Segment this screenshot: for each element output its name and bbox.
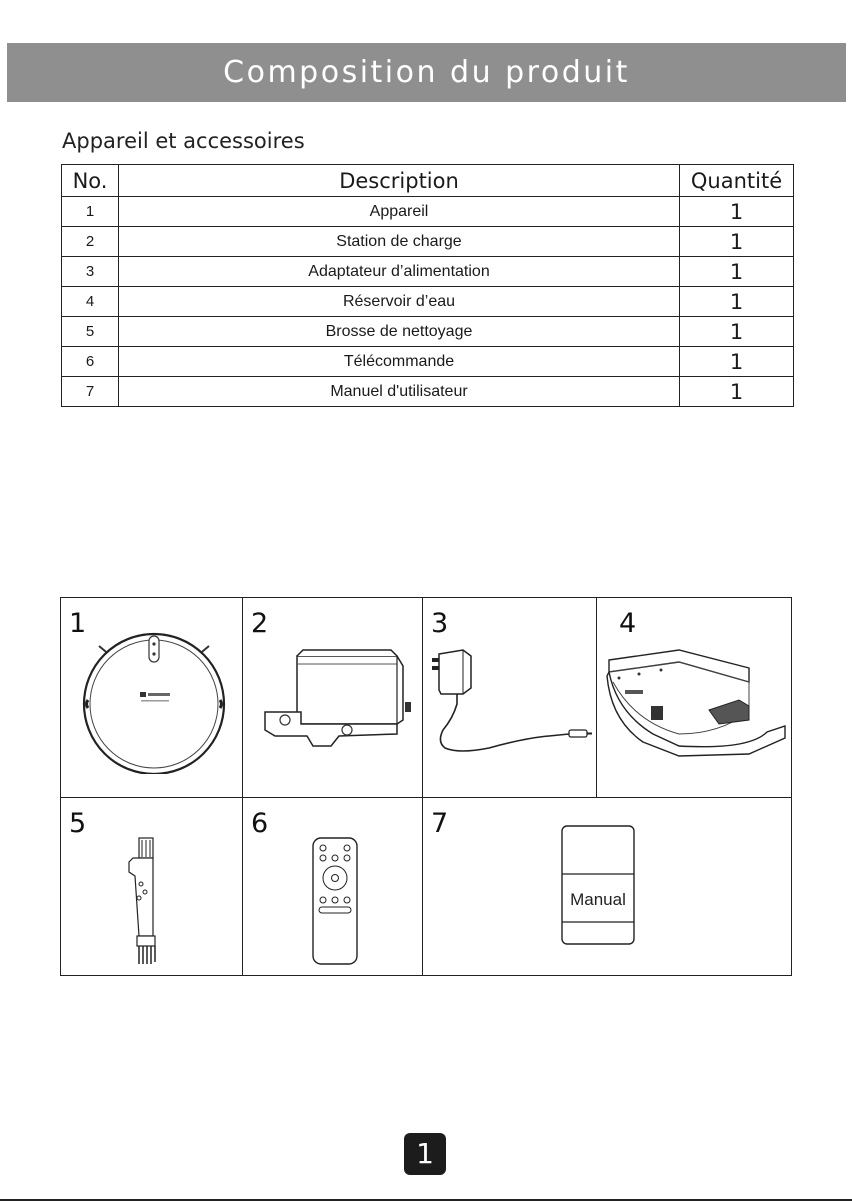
- row-number: 4: [62, 287, 119, 317]
- row-quantity: 1: [680, 257, 794, 287]
- row-number: 2: [62, 227, 119, 257]
- table-row: [62, 197, 794, 227]
- table-row: [62, 227, 794, 257]
- row-quantity: 1: [680, 347, 794, 377]
- page-number: 1: [416, 1137, 434, 1170]
- item-number: 5: [69, 808, 87, 839]
- remote-control-icon: [307, 836, 363, 966]
- item-number: 7: [431, 808, 449, 839]
- section-title: Appareil et accessoires: [62, 129, 305, 153]
- row-description: Adaptateur d’alimentation: [119, 257, 680, 287]
- cleaning-brush-icon: [121, 836, 171, 968]
- item-number: 4: [619, 608, 637, 639]
- table-row: [62, 257, 794, 287]
- manual-label: Manual: [570, 890, 626, 909]
- row-description: Appareil: [119, 197, 680, 227]
- row-quantity: 1: [680, 197, 794, 227]
- row-number: 3: [62, 257, 119, 287]
- column-header-description: Description: [119, 165, 680, 197]
- illustration-cell-6: [243, 798, 422, 975]
- water-tank-icon: [599, 642, 789, 762]
- components-table: [61, 164, 794, 407]
- page-title: Composition du produit: [223, 55, 630, 90]
- row-number: 6: [62, 347, 119, 377]
- row-description: Brosse de nettoyage: [119, 317, 680, 347]
- row-quantity: 1: [680, 227, 794, 257]
- table-row: [62, 377, 794, 407]
- table-header-row: [62, 165, 794, 197]
- row-description: Manuel d'utilisateur: [119, 377, 680, 407]
- page-bottom-rule: [0, 1199, 852, 1201]
- illustration-cell-7: [423, 798, 791, 975]
- page-banner: [7, 43, 846, 102]
- row-quantity: 1: [680, 317, 794, 347]
- table-row: [62, 347, 794, 377]
- row-number: 1: [62, 197, 119, 227]
- row-description: Réservoir d’eau: [119, 287, 680, 317]
- power-adapter-icon: [429, 646, 595, 766]
- column-header-no: No.: [62, 165, 119, 197]
- row-quantity: 1: [680, 287, 794, 317]
- row-number: 5: [62, 317, 119, 347]
- illustration-cell-5: [61, 798, 242, 975]
- page-number-badge: [404, 1133, 446, 1175]
- illustration-cell-3: [423, 598, 596, 797]
- item-number: 2: [251, 608, 269, 639]
- row-quantity: 1: [680, 377, 794, 407]
- robot-vacuum-icon: [79, 624, 229, 774]
- charging-station-icon: [257, 642, 417, 752]
- illustration-cell-1: [61, 598, 242, 797]
- row-description: Station de charge: [119, 227, 680, 257]
- item-number: 1: [69, 608, 87, 639]
- table-row: [62, 287, 794, 317]
- item-number: 6: [251, 808, 269, 839]
- item-number: 3: [431, 608, 449, 639]
- illustration-grid: [60, 597, 792, 976]
- row-number: 7: [62, 377, 119, 407]
- table-row: [62, 317, 794, 347]
- illustration-cell-4: [597, 598, 791, 797]
- row-description: Télécommande: [119, 347, 680, 377]
- manual-booklet-icon: [560, 824, 636, 946]
- illustration-cell-2: [243, 598, 422, 797]
- column-header-quantity: Quantité: [680, 165, 794, 197]
